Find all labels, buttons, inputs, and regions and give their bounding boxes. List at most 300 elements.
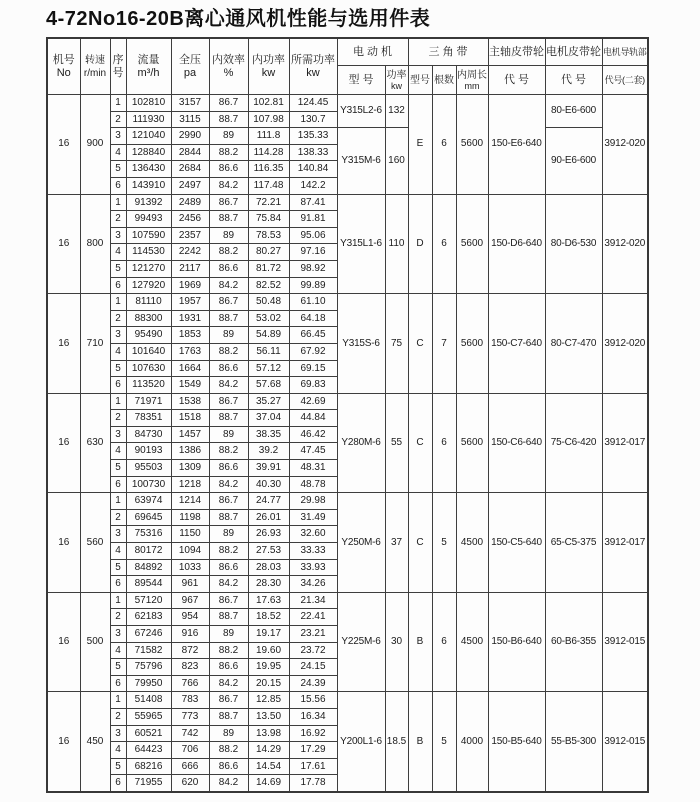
cell-required-power: 15.56 (289, 692, 337, 709)
cell-internal-power: 57.12 (248, 360, 289, 377)
cell-internal-power: 102.81 (248, 95, 289, 112)
cell-belt-model: B (408, 692, 432, 792)
cell-seq: 4 (110, 244, 126, 261)
header-belt-length-unit: mm (464, 81, 480, 91)
cell-pressure: 666 (171, 758, 209, 775)
header-internal-power (248, 38, 289, 95)
cell-seq: 2 (110, 410, 126, 427)
cell-pressure: 783 (171, 692, 209, 709)
cell-internal-power: 27.53 (248, 543, 289, 560)
cell-efficiency: 84.2 (209, 775, 248, 792)
cell-required-power: 21.34 (289, 592, 337, 609)
cell-pressure: 1457 (171, 426, 209, 443)
cell-required-power: 47.45 (289, 443, 337, 460)
cell-fan-no: 16 (47, 95, 80, 195)
cell-internal-power: 81.72 (248, 260, 289, 277)
table-row (47, 393, 648, 410)
cell-flow: 57120 (126, 592, 171, 609)
cell-speed: 900 (80, 95, 110, 195)
cell-pressure: 2489 (171, 194, 209, 211)
cell-belt-count: 6 (432, 95, 456, 195)
cell-internal-power: 13.50 (248, 708, 289, 725)
cell-efficiency: 88.2 (209, 244, 248, 261)
cell-required-power: 48.31 (289, 460, 337, 477)
cell-motor-model: Y250M-6 (337, 493, 385, 593)
header-belt-group: 三 角 带 (408, 38, 488, 66)
table-row (47, 592, 648, 609)
cell-internal-power: 50.48 (248, 294, 289, 311)
cell-belt-model: E (408, 95, 432, 195)
cell-flow: 89544 (126, 576, 171, 593)
cell-required-power: 23.72 (289, 642, 337, 659)
cell-efficiency: 86.6 (209, 260, 248, 277)
cell-efficiency: 88.7 (209, 310, 248, 327)
cell-seq: 6 (110, 277, 126, 294)
cell-internal-power: 107.98 (248, 111, 289, 128)
table-body (47, 95, 648, 792)
cell-motor-power: 75 (385, 294, 408, 394)
cell-belt-model: D (408, 194, 432, 294)
cell-seq: 4 (110, 144, 126, 161)
cell-speed: 710 (80, 294, 110, 394)
fan-performance-table (46, 37, 649, 793)
cell-belt-count: 6 (432, 592, 456, 692)
cell-belt-length: 5600 (456, 194, 488, 294)
cell-belt-length: 5600 (456, 393, 488, 493)
table-row (47, 294, 648, 311)
cell-efficiency: 88.7 (209, 211, 248, 228)
cell-internal-power: 12.85 (248, 692, 289, 709)
cell-required-power: 33.93 (289, 559, 337, 576)
cell-required-power: 29.98 (289, 493, 337, 510)
cell-internal-power: 24.77 (248, 493, 289, 510)
cell-pressure: 823 (171, 659, 209, 676)
cell-required-power: 130.7 (289, 111, 337, 128)
cell-motor-power: 55 (385, 393, 408, 493)
cell-speed: 500 (80, 592, 110, 692)
cell-internal-power: 40.30 (248, 476, 289, 493)
cell-efficiency: 86.7 (209, 294, 248, 311)
cell-efficiency: 88.7 (209, 708, 248, 725)
cell-belt-model: C (408, 294, 432, 394)
cell-required-power: 48.78 (289, 476, 337, 493)
cell-motor-pulley-code: 55-B5-300 (545, 692, 602, 792)
cell-rail-code: 3912-017 (602, 393, 648, 493)
header-seq (110, 38, 126, 95)
table-row (47, 95, 648, 112)
cell-internal-power: 39.91 (248, 460, 289, 477)
cell-shaft-pulley-code: 150-E6-640 (488, 95, 545, 195)
cell-belt-count: 5 (432, 493, 456, 593)
cell-efficiency: 84.2 (209, 675, 248, 692)
cell-seq: 1 (110, 493, 126, 510)
cell-pressure: 2117 (171, 260, 209, 277)
cell-pressure: 954 (171, 609, 209, 626)
cell-flow: 95490 (126, 327, 171, 344)
cell-seq: 6 (110, 377, 126, 394)
cell-seq: 5 (110, 559, 126, 576)
cell-pressure: 2456 (171, 211, 209, 228)
cell-efficiency: 88.2 (209, 443, 248, 460)
cell-internal-power: 54.89 (248, 327, 289, 344)
cell-rail-code: 3912-020 (602, 294, 648, 394)
header-row-1 (47, 38, 648, 66)
cell-internal-power: 38.35 (248, 426, 289, 443)
cell-pressure: 1218 (171, 476, 209, 493)
cell-shaft-pulley-code: 150-C7-640 (488, 294, 545, 394)
cell-belt-count: 6 (432, 393, 456, 493)
cell-internal-power: 14.54 (248, 758, 289, 775)
cell-fan-no: 16 (47, 592, 80, 692)
cell-internal-power: 37.04 (248, 410, 289, 427)
cell-efficiency: 88.7 (209, 509, 248, 526)
table-row (47, 194, 648, 211)
header-motor-group: 电 动 机 (337, 38, 408, 66)
cell-flow: 62183 (126, 609, 171, 626)
cell-pressure: 1664 (171, 360, 209, 377)
cell-pressure: 1033 (171, 559, 209, 576)
cell-belt-model: C (408, 393, 432, 493)
cell-required-power: 95.06 (289, 227, 337, 244)
header-flow-unit: m³/h (137, 66, 160, 79)
cell-pressure: 872 (171, 642, 209, 659)
cell-pressure: 1518 (171, 410, 209, 427)
cell-flow: 80172 (126, 543, 171, 560)
cell-efficiency: 86.6 (209, 559, 248, 576)
header-motor-pulley-group: 电机皮带轮 (545, 38, 602, 66)
cell-efficiency: 88.2 (209, 543, 248, 560)
cell-internal-power: 111.8 (248, 128, 289, 145)
cell-flow: 69645 (126, 509, 171, 526)
cell-motor-pulley-code: 90-E6-600 (545, 128, 602, 194)
cell-required-power: 135.33 (289, 128, 337, 145)
cell-rail-code: 3912-020 (602, 95, 648, 195)
cell-seq: 5 (110, 360, 126, 377)
cell-pressure: 1309 (171, 460, 209, 477)
cell-required-power: 98.92 (289, 260, 337, 277)
cell-motor-model: Y280M-6 (337, 393, 385, 493)
cell-required-power: 140.84 (289, 161, 337, 178)
cell-internal-power: 14.29 (248, 742, 289, 759)
cell-internal-power: 17.63 (248, 592, 289, 609)
cell-seq: 2 (110, 708, 126, 725)
cell-internal-power: 78.53 (248, 227, 289, 244)
header-motor-model: 型 号 (337, 66, 385, 95)
table-row (47, 692, 648, 709)
cell-motor-pulley-code: 75-C6-420 (545, 393, 602, 493)
cell-pressure: 1931 (171, 310, 209, 327)
cell-belt-count: 5 (432, 692, 456, 792)
cell-pressure: 3115 (171, 111, 209, 128)
cell-flow: 63974 (126, 493, 171, 510)
cell-seq: 5 (110, 758, 126, 775)
header-belt-length (456, 66, 488, 95)
page-title: 4-72No16-20B离心通风机性能与选用件表 (46, 8, 431, 30)
cell-motor-model: Y315M-6 (337, 128, 385, 194)
cell-pressure: 2242 (171, 244, 209, 261)
cell-internal-power: 26.93 (248, 526, 289, 543)
cell-required-power: 91.81 (289, 211, 337, 228)
cell-efficiency: 86.7 (209, 592, 248, 609)
cell-belt-length: 4000 (456, 692, 488, 792)
cell-required-power: 142.2 (289, 177, 337, 194)
cell-shaft-pulley-code: 150-C6-640 (488, 393, 545, 493)
cell-flow: 102810 (126, 95, 171, 112)
header-motor-power (385, 66, 408, 95)
cell-pressure: 620 (171, 775, 209, 792)
cell-seq: 1 (110, 692, 126, 709)
header-rail-group: 电机导轨部 (602, 38, 648, 66)
cell-pressure: 742 (171, 725, 209, 742)
cell-speed: 560 (80, 493, 110, 593)
cell-speed: 800 (80, 194, 110, 294)
cell-seq: 3 (110, 725, 126, 742)
header-flow (126, 38, 171, 95)
header-motor-power-unit: kw (391, 81, 402, 91)
cell-required-power: 124.45 (289, 95, 337, 112)
cell-efficiency: 84.2 (209, 177, 248, 194)
cell-pressure: 967 (171, 592, 209, 609)
cell-seq: 6 (110, 775, 126, 792)
header-required-power (289, 38, 337, 95)
header-internal-power-label: 内功率 (252, 53, 285, 66)
cell-efficiency: 86.6 (209, 758, 248, 775)
cell-seq: 1 (110, 393, 126, 410)
cell-seq: 3 (110, 128, 126, 145)
cell-required-power: 31.49 (289, 509, 337, 526)
cell-pressure: 1150 (171, 526, 209, 543)
cell-flow: 55965 (126, 708, 171, 725)
header-motor-pulley-code: 代 号 (545, 66, 602, 95)
cell-flow: 127920 (126, 277, 171, 294)
cell-belt-count: 6 (432, 194, 456, 294)
cell-efficiency: 88.2 (209, 144, 248, 161)
cell-pressure: 1957 (171, 294, 209, 311)
cell-internal-power: 20.15 (248, 675, 289, 692)
header-motor-power-label: 功率 (386, 70, 407, 81)
cell-seq: 6 (110, 177, 126, 194)
cell-seq: 3 (110, 626, 126, 643)
header-efficiency-label: 内效率 (212, 53, 245, 66)
cell-seq: 1 (110, 95, 126, 112)
cell-efficiency: 86.7 (209, 194, 248, 211)
cell-seq: 5 (110, 161, 126, 178)
cell-motor-power: 30 (385, 592, 408, 692)
header-fan-no-unit: No (56, 66, 71, 79)
cell-rail-code: 3912-020 (602, 194, 648, 294)
cell-seq: 4 (110, 443, 126, 460)
cell-flow: 75796 (126, 659, 171, 676)
cell-rail-code: 3912-015 (602, 592, 648, 692)
cell-efficiency: 88.7 (209, 111, 248, 128)
cell-required-power: 69.15 (289, 360, 337, 377)
cell-flow: 121270 (126, 260, 171, 277)
cell-flow: 79950 (126, 675, 171, 692)
cell-motor-pulley-code: 60-B6-355 (545, 592, 602, 692)
cell-motor-model: Y315L1-6 (337, 194, 385, 294)
cell-flow: 60521 (126, 725, 171, 742)
cell-efficiency: 86.7 (209, 692, 248, 709)
cell-efficiency: 86.6 (209, 161, 248, 178)
cell-seq: 2 (110, 609, 126, 626)
cell-flow: 75316 (126, 526, 171, 543)
cell-shaft-pulley-code: 150-D6-640 (488, 194, 545, 294)
cell-belt-count: 7 (432, 294, 456, 394)
cell-required-power: 24.39 (289, 675, 337, 692)
header-flow-label: 流量 (137, 53, 160, 66)
cell-internal-power: 28.30 (248, 576, 289, 593)
cell-flow: 128840 (126, 144, 171, 161)
cell-flow: 91392 (126, 194, 171, 211)
cell-required-power: 33.33 (289, 543, 337, 560)
cell-efficiency: 89 (209, 526, 248, 543)
cell-motor-pulley-code: 80-C7-470 (545, 294, 602, 394)
cell-efficiency: 86.7 (209, 493, 248, 510)
cell-speed: 450 (80, 692, 110, 792)
cell-efficiency: 88.2 (209, 343, 248, 360)
cell-pressure: 2844 (171, 144, 209, 161)
cell-efficiency: 89 (209, 626, 248, 643)
cell-efficiency: 86.6 (209, 460, 248, 477)
cell-motor-model: Y315S-6 (337, 294, 385, 394)
header-belt-model: 型号 (408, 66, 432, 95)
cell-internal-power: 80.27 (248, 244, 289, 261)
cell-motor-pulley-code: 65-C5-375 (545, 493, 602, 593)
cell-flow: 99493 (126, 211, 171, 228)
header-seq-char-1: 序 (112, 53, 124, 66)
cell-efficiency: 89 (209, 128, 248, 145)
cell-efficiency: 89 (209, 725, 248, 742)
cell-required-power: 138.33 (289, 144, 337, 161)
cell-efficiency: 88.7 (209, 609, 248, 626)
cell-seq: 1 (110, 294, 126, 311)
cell-required-power: 16.92 (289, 725, 337, 742)
cell-motor-pulley-code: 80-E6-600 (545, 95, 602, 128)
cell-seq: 6 (110, 476, 126, 493)
cell-motor-model: Y225M-6 (337, 592, 385, 692)
cell-pressure: 1969 (171, 277, 209, 294)
cell-required-power: 32.60 (289, 526, 337, 543)
header-shaft-pulley-code: 代 号 (488, 66, 545, 95)
cell-flow: 107590 (126, 227, 171, 244)
cell-flow: 121040 (126, 128, 171, 145)
cell-internal-power: 19.95 (248, 659, 289, 676)
cell-required-power: 34.26 (289, 576, 337, 593)
cell-internal-power: 26.01 (248, 509, 289, 526)
cell-belt-length: 5600 (456, 95, 488, 195)
cell-flow: 78351 (126, 410, 171, 427)
cell-required-power: 23.21 (289, 626, 337, 643)
cell-motor-model: Y200L1-6 (337, 692, 385, 792)
cell-seq: 3 (110, 227, 126, 244)
cell-flow: 88300 (126, 310, 171, 327)
cell-seq: 3 (110, 426, 126, 443)
cell-flow: 101640 (126, 343, 171, 360)
cell-pressure: 2684 (171, 161, 209, 178)
cell-internal-power: 19.17 (248, 626, 289, 643)
cell-flow: 100730 (126, 476, 171, 493)
cell-flow: 113520 (126, 377, 171, 394)
cell-motor-power: 18.5 (385, 692, 408, 792)
header-shaft-pulley-group: 主轴皮带轮 (488, 38, 545, 66)
cell-efficiency: 89 (209, 327, 248, 344)
header-pressure-unit: pa (183, 66, 197, 79)
cell-seq: 5 (110, 460, 126, 477)
cell-pressure: 773 (171, 708, 209, 725)
cell-required-power: 46.42 (289, 426, 337, 443)
cell-seq: 6 (110, 576, 126, 593)
cell-seq: 2 (110, 509, 126, 526)
cell-flow: 71955 (126, 775, 171, 792)
header-rail-code: 代号(二套) (602, 66, 648, 95)
cell-internal-power: 39.2 (248, 443, 289, 460)
cell-efficiency: 86.7 (209, 393, 248, 410)
cell-efficiency: 89 (209, 426, 248, 443)
header-speed (80, 38, 110, 95)
cell-required-power: 64.18 (289, 310, 337, 327)
cell-efficiency: 88.2 (209, 742, 248, 759)
cell-seq: 3 (110, 526, 126, 543)
cell-fan-no: 16 (47, 692, 80, 792)
cell-flow: 114530 (126, 244, 171, 261)
cell-efficiency: 86.6 (209, 360, 248, 377)
cell-seq: 4 (110, 742, 126, 759)
cell-efficiency: 84.2 (209, 277, 248, 294)
cell-internal-power: 75.84 (248, 211, 289, 228)
cell-required-power: 24.15 (289, 659, 337, 676)
cell-rail-code: 3912-015 (602, 692, 648, 792)
cell-efficiency: 86.7 (209, 95, 248, 112)
cell-seq: 1 (110, 592, 126, 609)
cell-pressure: 2357 (171, 227, 209, 244)
table-row (47, 493, 648, 510)
cell-pressure: 916 (171, 626, 209, 643)
header-speed-unit: r/min (83, 67, 107, 79)
cell-internal-power: 35.27 (248, 393, 289, 410)
cell-pressure: 706 (171, 742, 209, 759)
cell-pressure: 1763 (171, 343, 209, 360)
cell-fan-no: 16 (47, 294, 80, 394)
cell-internal-power: 114.28 (248, 144, 289, 161)
cell-seq: 5 (110, 659, 126, 676)
cell-motor-model: Y315L2-6 (337, 95, 385, 128)
cell-flow: 95503 (126, 460, 171, 477)
cell-belt-length: 4500 (456, 493, 488, 593)
cell-efficiency: 86.6 (209, 659, 248, 676)
cell-rail-code: 3912-017 (602, 493, 648, 593)
cell-required-power: 66.45 (289, 327, 337, 344)
cell-belt-model: C (408, 493, 432, 593)
cell-required-power: 16.34 (289, 708, 337, 725)
cell-required-power: 22.41 (289, 609, 337, 626)
cell-required-power: 67.92 (289, 343, 337, 360)
cell-internal-power: 117.48 (248, 177, 289, 194)
cell-seq: 2 (110, 111, 126, 128)
cell-flow: 67246 (126, 626, 171, 643)
cell-pressure: 2497 (171, 177, 209, 194)
cell-seq: 6 (110, 675, 126, 692)
header-belt-length-label: 内周长 (457, 70, 487, 81)
cell-pressure: 1549 (171, 377, 209, 394)
cell-flow: 107630 (126, 360, 171, 377)
cell-speed: 630 (80, 393, 110, 493)
cell-internal-power: 14.69 (248, 775, 289, 792)
cell-pressure: 766 (171, 675, 209, 692)
cell-seq: 3 (110, 327, 126, 344)
cell-internal-power: 82.52 (248, 277, 289, 294)
cell-seq: 4 (110, 543, 126, 560)
cell-flow: 71582 (126, 642, 171, 659)
